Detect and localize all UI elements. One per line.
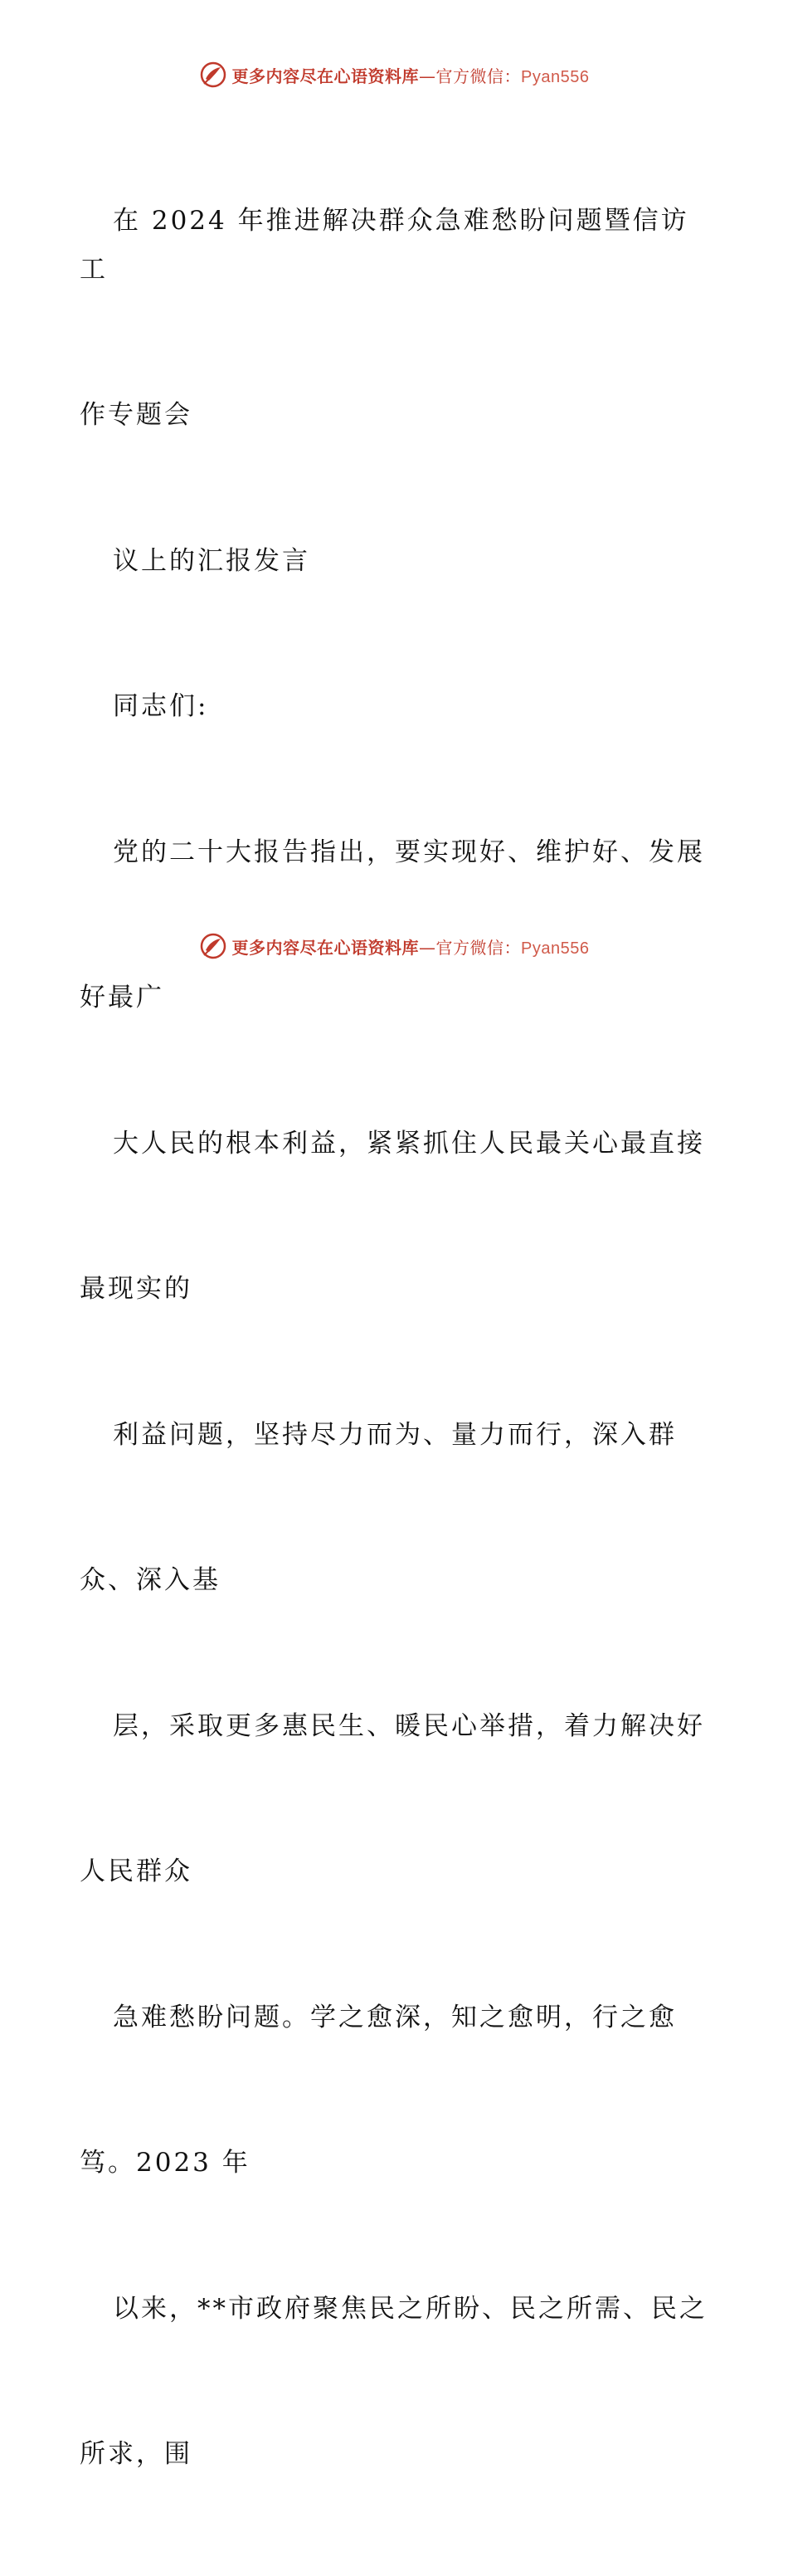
pen-logo-icon — [199, 932, 227, 960]
text-line: 急难愁盼问题。学之愈深，知之愈明，行之愈 — [113, 2002, 677, 2032]
document-body — [80, 100, 710, 2576]
text-line: 议上的汇报发言 — [113, 545, 310, 576]
text-line: 笃。2023 年 — [80, 2148, 251, 2178]
text-line: 利益问题，坚持尽力而为、量力而行，深入群 — [113, 1419, 677, 1450]
text-line: 作专题会 — [80, 400, 192, 430]
footer-banner-text — [232, 934, 590, 959]
header-separator: — — [419, 66, 436, 86]
text-line: 人民群众 — [80, 1856, 192, 1886]
text-line: 以来，**市政府聚焦民之所盼、民之所需、民之 — [113, 2293, 708, 2324]
footer-wechat-label: 官方微信： — [435, 937, 522, 958]
header-wechat-label: 官方微信： — [435, 66, 522, 86]
header-banner-text — [232, 63, 590, 87]
footer-separator: — — [419, 937, 436, 958]
footer-wechat-id: Pyan556 — [521, 939, 590, 958]
text-line: 大人民的根本利益，紧紧抓住人民最关心最直接 — [113, 1128, 705, 1159]
text-line: 最现实的 — [80, 1274, 192, 1304]
text-line: 在 2024 年推进解决群众急难愁盼问题暨信访工 — [80, 206, 689, 285]
text-line: 所求，围 — [80, 2439, 192, 2469]
footer-main-text: 更多内容尽在心语资料库 — [231, 937, 420, 958]
body-text — [80, 100, 710, 2576]
header-banner — [0, 58, 788, 91]
text-line: 众、深入基 — [80, 1565, 221, 1595]
text-line: 好最广 — [80, 983, 164, 1012]
text-line: 同志们: — [113, 691, 209, 721]
text-line: 层，采取更多惠民生、暖民心举措，着力解决好 — [113, 1710, 705, 1741]
pen-logo-icon — [199, 61, 227, 89]
header-main-text: 更多内容尽在心语资料库 — [231, 66, 420, 86]
footer-banner — [0, 929, 788, 963]
header-wechat-id: Pyan556 — [521, 67, 590, 86]
text-line: 党的二十大报告指出，要实现好、维护好、发展 — [113, 837, 705, 867]
